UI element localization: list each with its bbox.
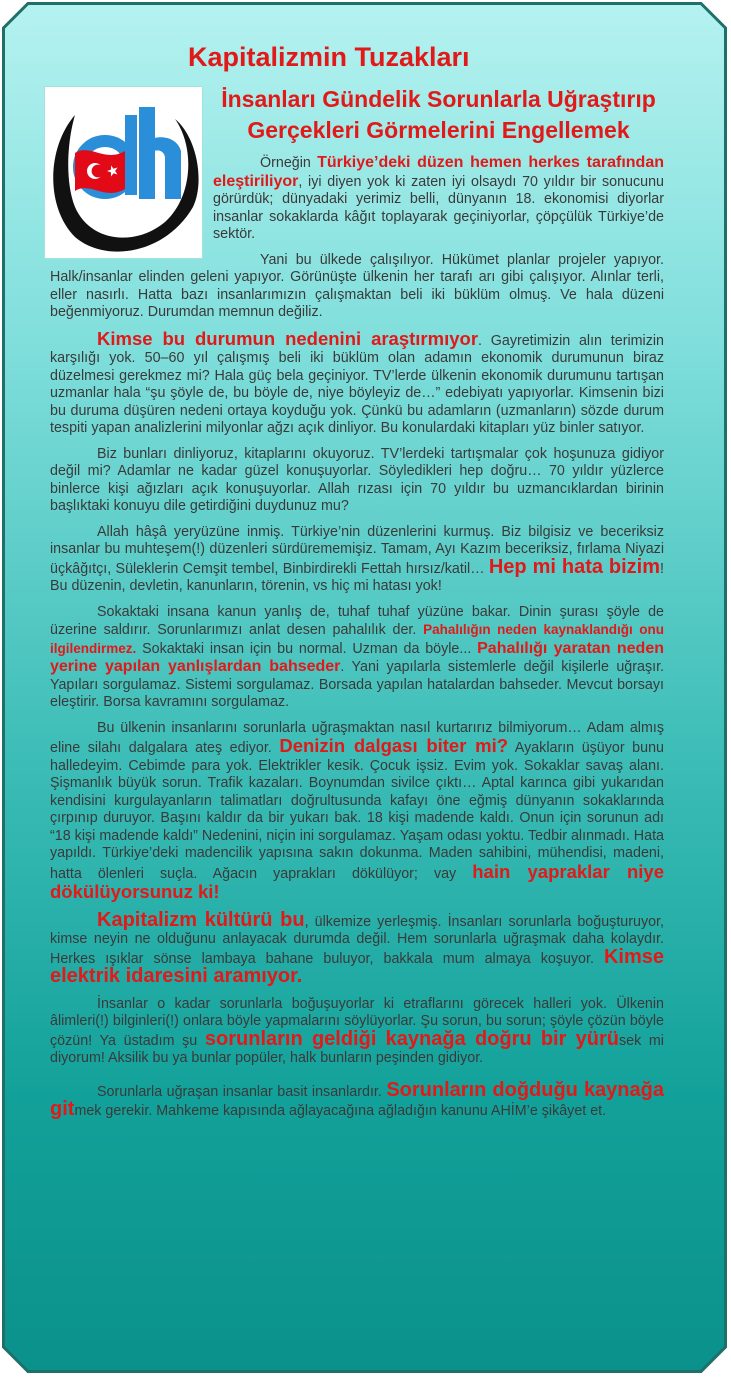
p6-text-a: Sokaktaki insana kanun yanlış de, tuhaf tuhaf yüzüne bakar. Dinin şurası şöyle de üzerine saldırır. Sorunlarımızı anlat desen pahalılık der. [50, 603, 664, 638]
paragraph-2 [50, 252, 664, 322]
article [50, 38, 664, 1121]
paragraph-4 [50, 446, 664, 516]
p2-text: Yani bu ülkede çalışılıyor. Hükümet planlar projeler yapıyor. Halk/insanlar elinden geleni yapıyor. Görünüşte ülkenin her tarafı arı gibi çalışıyor. Alınlar terli, eller nasırlı. Hatta bazı insanlarımızın çalışmaktan beli iki büklüm olmuş. Ve hala düzeni beğenmiyoruz. Durumdan memnun değiliz. [50, 251, 664, 320]
p7-text-b: Ayakların üşüyor bunu halledeyim. Cebimde para yok. Elektrikler kesik. Çocuk işsiz. Evim yok. Sokaklar savaş alanı. Şişmanlık büyük sorun. Trafik kazaları. Boynumdan sivilce çıktı… Aptal karınca gibi yukarıdan kendisini kurgulayanların talimatları doğrultusunda kafayı öne eğmiş dünyanın sokaklarında çırpınıp duruyor. Başını kaldır da bir yukarı bak. 18 kişi madende kaldı. Onun için sorunun adı “18 kişi madende kaldı” Nedenini, niçin ini sorgulamaz. Yaşam odası yoktu. Tedbir alınmadı. Hata yapıldı. Türkiye’deki madencilik yapısına sakın dokunma. Maden sahibini, mühendisi, madeni, hatta ölenleri suçla. Ağacın yaprakları dökülüyor; vay [50, 740, 664, 882]
p7-text-a: Bu ülkenin insanlarını sorunlarla uğraşmaktan nasıl kurtarırız bilmiyorum… Adam almış eline silahı dalgalara ateş ediyor. [50, 719, 664, 756]
paragraph-8 [50, 908, 664, 988]
p5-highlight: Hep mi hata bizim [488, 555, 661, 578]
p6-text-c: . Yani yapılarla sistemlerle değil kişilerle uğraşır. Yapıları sorgulamaz. Sistemi sorgulamaz. Borsada yapılan hatalardan bahseder. Mevcut borsayı eleştirir. Borsa kavramını sorgulamaz. [50, 659, 665, 710]
p7-highlight-2: hain yapraklar niye dökülüyorsunuz ki! [50, 860, 664, 902]
p3-text: . Gayretimizin alın terimizin karşılığı yok. 50–60 yıl çalışmış beli iki büklüm olan adamın ekonomik durumunun biraz düzelmesi gerekmez mi? Hala güç bela geçiniyor. TV’lerde ülkenin ekonomik durumunu tartışan uzmanlar hala “şu şöyle de, bu böyle de, niye böyleyiz de…” edebiyatı yapıyorlar. Kimsenin bizi bu duruma düşüren nedeni ortaya koyduğu yok. Çünkü bu adamların (uzmanların) sözde durum tespiti yapan analizlerini milyonlar ağzı açık dinliyor. Bu konulardaki kitapları yüz binler satıyor. [50, 332, 664, 436]
p6-highlight-2: Pahalılığı yaratan neden yerine yapılan yanlışlardan bahseder [50, 639, 664, 675]
logo [44, 86, 203, 259]
subtitle: İnsanları Gündelik Sorunlarla Uğraştırıp Gerçekleri Görmelerini Engellemek [221, 86, 656, 143]
p8-highlight-1: Kapitalizm kültürü bu [97, 908, 305, 931]
paragraph-6 [50, 604, 664, 712]
p4-text: Biz bunları dinliyoruz, kitaplarını okuyoruz. TV’lerdeki tartışmalar çok hoşunuza gidiyor değil mi? Adamlar ne kadar güzel konuşuyorlar. Söyledikleri hep doğru… 70 yıldır yüzlerce binlerce kişi ağızları açık konuşuyorlar. Allah rızası için 70 yıldır bu uzmancıklardan birinin başlıktaki konuyu dile getirdiğini duydunuz mu? [50, 445, 664, 514]
paragraph-10 [50, 1078, 664, 1121]
paragraph-3 [50, 327, 664, 438]
p1-text-a: Örneğin [260, 155, 318, 171]
p8-highlight-2: Kimse elektrik idaresini aramıyor. [50, 945, 664, 987]
p1-highlight: Türkiye’deki düzen hemen herkes tarafından eleştiriliyor [213, 154, 664, 190]
paragraph-9 [50, 996, 664, 1068]
paragraph-5 [50, 524, 664, 596]
p10-text-a: Sorunlarla uğraşan insanlar basit insanlardır. [97, 1083, 387, 1100]
p9-text-b: sek mi diyorum! Aksilik bu ya bunlar popüler, halk bunların peşinden gidiyor. [50, 1032, 664, 1066]
paragraph-7 [50, 720, 664, 904]
p6-highlight-1: Pahalılığın neden kaynaklandığı onu ilgilendirmez. [50, 622, 664, 656]
p3-highlight: Kimse bu durumun nedenini araştırmıyor [97, 327, 479, 349]
p5-text-a: Allah hâşâ yeryüzüne inmiş. Türkiye’nin düzenlerini kurmuş. Biz bilgisiz ve beceriksiz insanlar bu muhteşem(!) düzenleri sürdürememişiz. Tamam, Ayı Kazım beceriksiz, fırlama Niyazi üçkâğıtçı, Süleklerin Cemşit tembel, Binbirdirekli Fettah hırsız/katil… [50, 523, 664, 577]
p1-text-b: , iyi diyen yok ki zaten iyi olsaydı 70 yıldır bir sonucunu görürdük; dünyadaki yerimiz belli, dünyanın 18. ekonomisi diyorlar insanlar sokaklarda kâğıt toplayarak geçiniyorlar, çöpçülük Türkiye’de sektör. [213, 173, 664, 242]
p6-text-b: Sokaktaki insan için bu normal. Uzman da böyle... [136, 640, 478, 657]
p9-text-a: İnsanlar o kadar sorunlarla boğuşuyorlar ki etraflarını görecek halleri yok. Ülkenin âlimleri(!) bilginleri(!) onlara böyle yapmalarını söylüyorlar. Şu sorun, bu sorun; şöyle çözün böyle çözün! Ya üstadım şu [50, 995, 664, 1049]
p10-highlight: Sorunların doğduğu kaynağa git [50, 1078, 664, 1120]
p7-highlight-1: Denizin dalgası biter mi? [279, 735, 509, 756]
p5-text-b: ! Bu düzenin, devletin, kanunların, törenin, vs hiç mi hatası yok! [50, 560, 665, 594]
dh-logo-icon [45, 87, 202, 258]
p9-highlight: sorunların geldiği kaynağa doğru bir yürü [204, 1027, 619, 1050]
page-title: Kapitalizmin Tuzakları [188, 42, 470, 72]
p8-text: , ülkemize yerleşmiş. İnsanları sorunlarla boğuşturuyor, kimse neyin ne olduğunu anlayacak durumda değil. Hem sorunlarla uğraşmak daha kolaydır. Herkes ışıklar sönse lambaya bahane buluyor, bakkala mum almaya koşuyor. [50, 913, 664, 967]
p10-text-b: mek gerekir. Mahkeme kapısında ağlayacağına ağladığın kanunu AHİM’e şikâyet et. [74, 1103, 607, 1119]
